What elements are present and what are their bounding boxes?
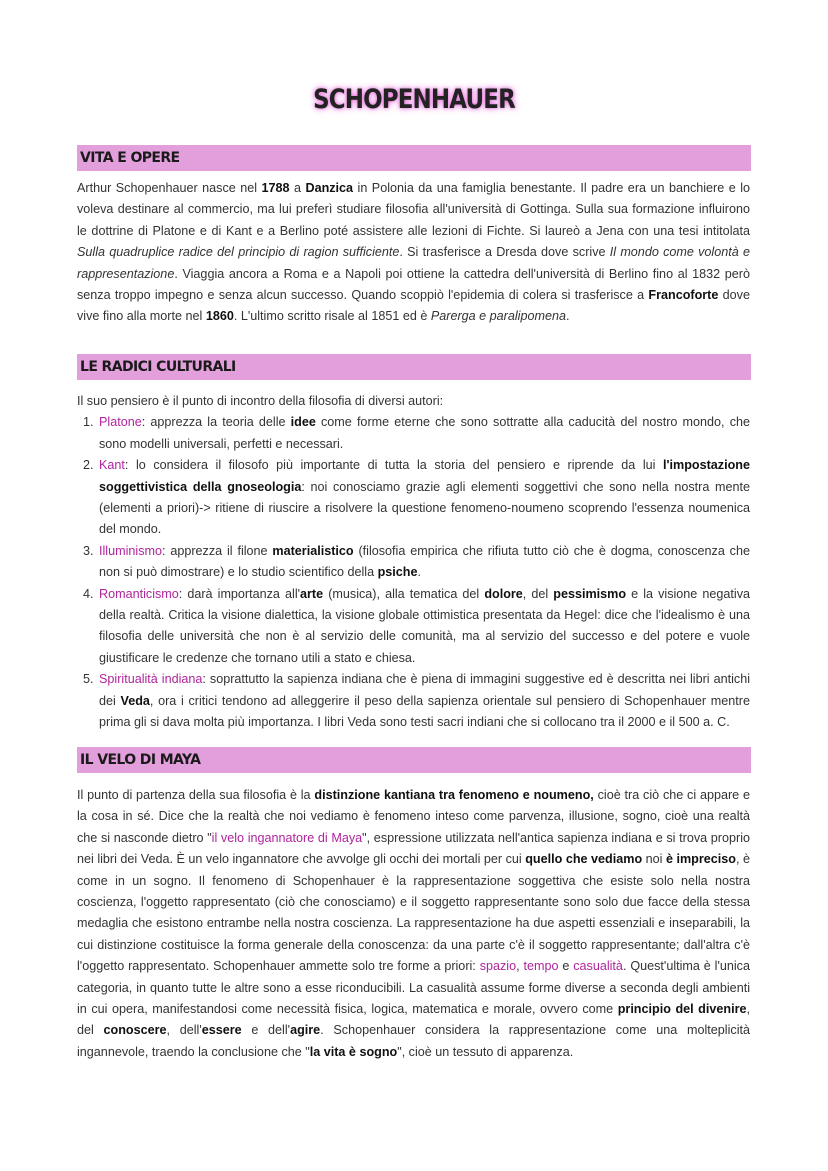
- list-item: [97, 455, 750, 541]
- text-segment: : noi conosciamo grazie agli elementi soggettivi che sono nella nostra mente (elementi a priori)-> ritiene di riuscire a risolvere la questione fenomeno-noumeno scoprendo l'essenza noumenica del mondo.: [99, 479, 750, 537]
- bold-text: Veda: [120, 693, 150, 708]
- highlighted-term: Romanticismo: [99, 586, 179, 601]
- text-segment: : soprattutto la sapienza indiana che è piena di immagini suggestive ed è descritta nei libri antichi dei: [99, 672, 750, 708]
- highlighted-term: casualità: [573, 959, 623, 974]
- list-item: [97, 412, 750, 455]
- text-segment: (filosofia empirica che rifiuta tutto ciò che è dogma, conoscenza che non si può dimostrare) e lo studio scientifico della: [99, 543, 750, 580]
- list-item: [97, 584, 750, 670]
- bold-text: quello che vediamo: [525, 852, 643, 867]
- section-heading-vita-e-opere: VITA E OPERE: [77, 145, 751, 171]
- text-segment: , del: [77, 1002, 750, 1038]
- text-segment: e dell': [241, 1023, 291, 1038]
- text-segment: .: [417, 565, 422, 580]
- text-segment: e: [558, 959, 574, 974]
- bold-text: dolore: [484, 586, 523, 601]
- bold-text: 1860: [205, 309, 234, 324]
- highlighted-term: il velo ingannatore di Maya: [211, 830, 363, 845]
- highlighted-term: Kant: [99, 458, 125, 473]
- highlighted-term: spazio: [479, 959, 517, 974]
- radici-intro: Il suo pensiero è il punto di incontro della filosofia di diversi autori:: [77, 394, 444, 408]
- text-segment: , dell': [166, 1023, 202, 1038]
- radici-content: [77, 391, 750, 734]
- vita-paragraph: [77, 178, 750, 328]
- bold-text: essere: [201, 1023, 242, 1038]
- italic-title: Parerga e paralipomena: [430, 309, 566, 324]
- text-segment: . L'ultimo scritto risale al 1851 ed è: [233, 309, 431, 324]
- section-heading-velo-di-maya: IL VELO DI MAYA: [77, 747, 751, 773]
- list-item: [97, 541, 750, 584]
- bold-text: psiche: [377, 565, 418, 580]
- text-segment: , del: [522, 586, 554, 601]
- text-segment: . Schopenhauer considera la rappresentazione come una molteplicità ingannevole, traendo la conclusione che ": [77, 1023, 751, 1059]
- highlighted-term: Illuminismo: [99, 543, 162, 558]
- bold-text: pessimismo: [553, 586, 627, 601]
- text-segment: Il punto di partenza della sua filosofia è la: [77, 788, 315, 802]
- text-segment: (musica), alla tematica del: [323, 586, 485, 601]
- highlighted-term: Platone: [99, 415, 142, 430]
- bold-text: Danzica: [305, 181, 354, 195]
- text-segment: .: [565, 309, 570, 324]
- text-segment: e la visione negativa della realtà. Critica la visione dialettica, la visione globale ottimistica presentata da Hegel: dice che l'idealismo è una filosofia delle università che non è al servizio delle comunità, ma al servizio del successo e del potere e vuole giustificare le credenze che tornano utili a stato e chiesa.: [99, 586, 750, 665]
- italic-title: Il mondo come volontà e rappresentazione: [77, 245, 750, 281]
- text-segment: : lo considera il filosofo più importante di tutta la storia del pensiero e riprende da lui: [124, 458, 664, 473]
- maya-paragraph: [77, 785, 750, 1063]
- text-segment: dove vive fino alla morte nel: [77, 288, 750, 324]
- text-segment: : apprezza la teoria delle: [141, 415, 291, 430]
- text-segment: Arthur Schopenhauer nasce nel: [77, 181, 262, 195]
- highlighted-term: tempo: [523, 959, 559, 974]
- text-segment: in Polonia da una famiglia benestante. Il padre era un banchiere e lo voleva destinare al commercio, ma lui preferì studiare filosofia all'università di Gottinga. Sulla sua formazione influirono le dottrine di Platone e di Kant e a Berlino poté assistere alle lezioni di Fichte. Si laureò a Jena con una tesi intitolata: [77, 181, 750, 238]
- page-title: SCHOPENHAUER: [313, 84, 515, 115]
- section-heading-radici-culturali: LE RADICI CULTURALI: [77, 354, 751, 380]
- list-item: [97, 669, 750, 733]
- bold-text: distinzione kantiana tra fenomeno e noumeno,: [314, 788, 594, 802]
- radici-list: [77, 412, 750, 733]
- bold-text: arte: [300, 586, 324, 601]
- text-segment: ,: [516, 959, 524, 974]
- text-segment: come forme eterne che sono sottratte alla caducità del nostro mondo, che sono modelli universali, perfetti e necessari.: [99, 415, 750, 451]
- text-segment: . Viaggia ancora a Roma e a Napoli poi ottiene la cattedra dell'università di Berlino fino al 1832 però senza troppo impegno e senza alcun successo. Quando scoppiò l'epidemia di colera si trasferisce a: [77, 266, 750, 303]
- bold-text: 1788: [261, 181, 290, 195]
- text-segment: ", cioè un tessuto di apparenza.: [397, 1044, 574, 1059]
- bold-text: idee: [290, 415, 316, 430]
- italic-title: Sulla quadruplice radice del principio di ragion sufficiente: [77, 245, 400, 260]
- bold-text: agire: [290, 1023, 321, 1038]
- bold-text: principio del divenire: [617, 1002, 747, 1017]
- text-segment: : apprezza il filone: [161, 543, 273, 558]
- text-segment: noi: [642, 852, 666, 867]
- highlighted-term: Spiritualità indiana: [99, 672, 203, 687]
- text-segment: . Quest'ultima è l'unica categoria, in quanto tutte le altre sono a esse riconducibili. La casualità assume forme diverse a seconda degli ambienti in cui opera, manifestandosi come necessità fisica, logica, matematica e morale, ovvero come: [77, 959, 750, 1017]
- bold-text: l'impostazione soggettivistica della gnoseologia: [99, 458, 750, 494]
- bold-text: Francoforte: [648, 288, 719, 303]
- text-segment: a: [289, 181, 306, 195]
- bold-text: è impreciso: [665, 852, 736, 867]
- bold-text: conoscere: [103, 1023, 167, 1038]
- text-segment: : darà importanza all': [178, 586, 301, 601]
- text-segment: , ora i critici tendono ad alleggerire il peso della sapienza orientale sul pensiero di Schopenhauer mentre prima gli si dava molta più importanza. I libri Veda sono testi sacri indiani che si collocano tra il 2000 e il 500 a. C.: [99, 693, 750, 730]
- text-segment: cioè tra ciò che ci appare e la cosa in sé. Dice che la realtà che noi vediamo è fenomeno inteso come parvenza, illusione, sogno, cioè una realtà che si nasconde dietro ": [77, 788, 751, 845]
- text-segment: . Si trasferisce a Dresda dove scrive: [399, 245, 610, 260]
- bold-text: materialistico: [272, 543, 354, 558]
- text-segment: , è come in un sogno. Il fenomeno di Schopenhauer è la rappresentazione soggettiva che esiste solo nella nostra coscienza, l'oggetto rappresentato (ciò che conosciamo) e il soggetto rappresentante sono solo due facce della stessa medaglia che esistono entrambe nella nostra coscienza. La rappresentazione ha due aspetti essenziali e inseparabili, la cui distinzione costituisce la forma generale della conoscenza: da una parte c'è il soggetto rappresentante; dall'altra c'è l'oggetto rappresentato. Schopenhauer ammette solo tre forme a priori:: [77, 852, 750, 974]
- bold-text: la vita è sogno: [309, 1044, 398, 1059]
- text-segment: ", espressione utilizzata nell'antica sapienza indiana e si trova proprio nei libri dei Veda. È un velo ingannatore che avvolge gli occhi dei mortali per cui: [77, 830, 750, 867]
